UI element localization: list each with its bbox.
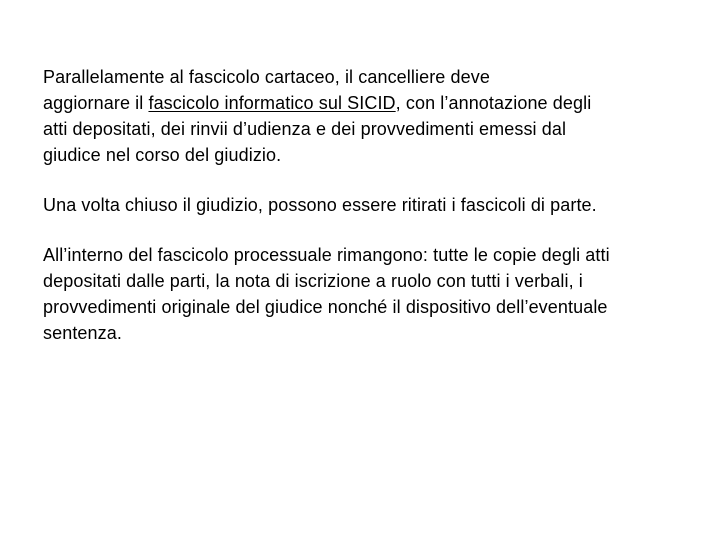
paragraph-fascicolo-informatico <box>43 64 683 168</box>
text-line: aggiornare il <box>43 93 149 113</box>
text-line: Parallelamente al fascicolo cartaceo, il cancelliere deve <box>43 67 490 87</box>
slide-body <box>43 64 683 370</box>
text-line: provvedimenti originale del giudice nonché il dispositivo dell’eventuale <box>43 297 608 317</box>
text-line: atti depositati, dei rinvii d’udienza e dei provvedimenti emessi dal <box>43 119 567 139</box>
text-line: Una volta chiuso il giudizio, possono essere ritirati i fascicoli di parte. <box>43 195 597 215</box>
text-line: All’interno del fascicolo processuale rimangono: tutte le copie degli atti <box>43 245 610 265</box>
paragraph-contenuto-fascicolo <box>43 242 683 346</box>
text-line: depositati dalle parti, la nota di iscrizione a ruolo con tutti i verbali, i <box>43 271 583 291</box>
sicid-link[interactable]: fascicolo informatico sul SICID <box>148 93 396 113</box>
paragraph-ritiro-fascicoli <box>43 192 683 218</box>
text-line: sentenza. <box>43 323 122 343</box>
text-line: , con l’annotazione degli <box>395 93 592 113</box>
text-line: giudice nel corso del giudizio. <box>43 145 282 165</box>
